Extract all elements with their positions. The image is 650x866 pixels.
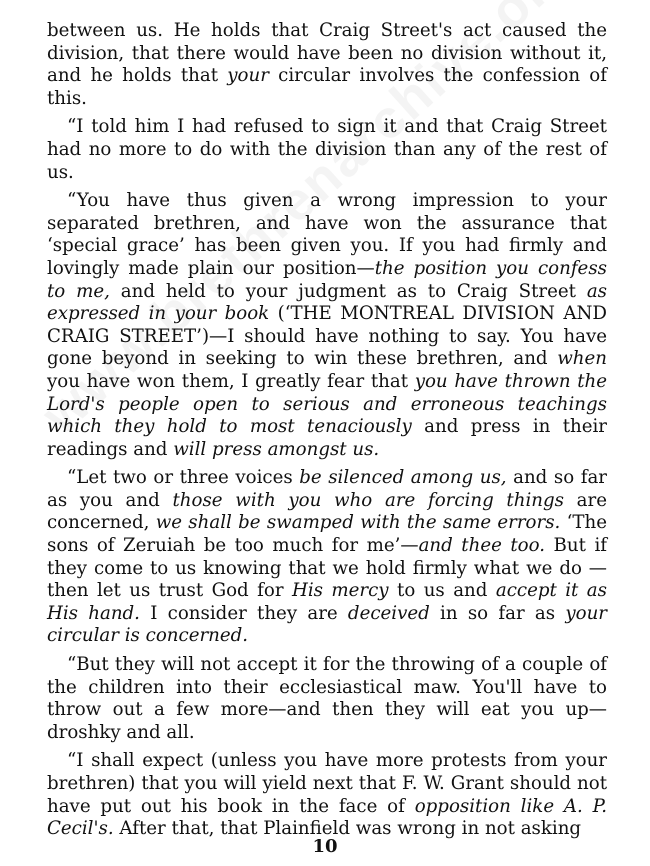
italic-text: when xyxy=(557,348,607,370)
text-run: in so far as xyxy=(429,602,566,624)
italic-text: your circular is concerned. xyxy=(47,602,607,647)
text-run: and press in their readings and xyxy=(47,416,607,460)
page-number: 10 xyxy=(312,836,338,857)
text-run: (‘THE MONTREAL DIVISION AND CRAIG STREET’)—I should have nothing to say. You have gone beyond in seeking to win these brethren, and xyxy=(47,303,607,370)
italic-text: you have thrown the Lord's people open to serious and erroneous teachings which they hold to most tenaciously xyxy=(47,370,607,438)
text-run: “You have thus given a wrong impression to your separated brethren, and have won the assurance that ‘special grace’ has been given you. If you had firmly and lovingly made plain our position— xyxy=(47,190,607,279)
italic-text: we shall be swamped with the same errors. xyxy=(155,512,561,534)
italic-text: accept it as His hand. xyxy=(47,580,607,624)
paragraph xyxy=(47,20,607,110)
text-run: I consider they are xyxy=(139,602,348,624)
paragraph xyxy=(47,116,607,184)
text-run: you have won them, I greatly fear that xyxy=(47,370,415,392)
italic-text: those with you who are forcing things xyxy=(172,489,564,511)
text-run: to us and xyxy=(388,580,496,602)
paragraph xyxy=(47,750,607,840)
italic-text: the position you confess to me, xyxy=(47,257,607,302)
text-run: After that, that Plainfield was wrong in not asking xyxy=(113,818,582,840)
text-run: between us. He holds that Craig Street's act caused the division, that there would have been no division without it, and he holds that xyxy=(47,20,607,87)
body-text xyxy=(47,20,607,847)
text-run: “Let two or three voices xyxy=(67,467,300,489)
italic-text: deceived xyxy=(347,602,430,624)
italic-text: be silenced among us, xyxy=(299,467,507,489)
text-run: “I told him I had refused to sign it and that Craig Street had no more to do with the division than any of the rest of us. xyxy=(47,116,607,183)
text-run: “I shall expect (unless you have more protests from your brethren) that you will yield next that F. W. Grant should not have put out his book in the face of xyxy=(47,750,607,817)
italic-text: His mercy xyxy=(291,580,389,602)
italic-text: and thee too. xyxy=(418,535,546,557)
paragraph xyxy=(47,190,607,461)
paragraph xyxy=(47,654,607,744)
italic-text: will press amongst us. xyxy=(173,438,380,460)
italic-text: as expressed in your book xyxy=(47,280,607,325)
text-run: are concerned, xyxy=(47,489,607,534)
text-run: “But they will not accept it for the throwing of a couple of the children into their ecclesiastical maw. You'll have to throw out a few more—and then they will eat you up—droshky and all. xyxy=(47,654,607,743)
text-run: ‘The sons of Zeruiah be too much for me’— xyxy=(47,512,607,557)
paragraph xyxy=(47,467,607,648)
italic-text: opposition like A. P. Cecil's. xyxy=(47,795,607,840)
text-run: and held to your judgment as to Craig Street xyxy=(109,280,587,302)
text-run: and so far as you and xyxy=(47,467,607,511)
italic-text: your xyxy=(227,65,269,87)
text-run: But if they come to us knowing that we hold firmly what we do —then let us trust God for xyxy=(47,535,608,602)
text-run: circular involves the confession of this. xyxy=(47,65,607,109)
